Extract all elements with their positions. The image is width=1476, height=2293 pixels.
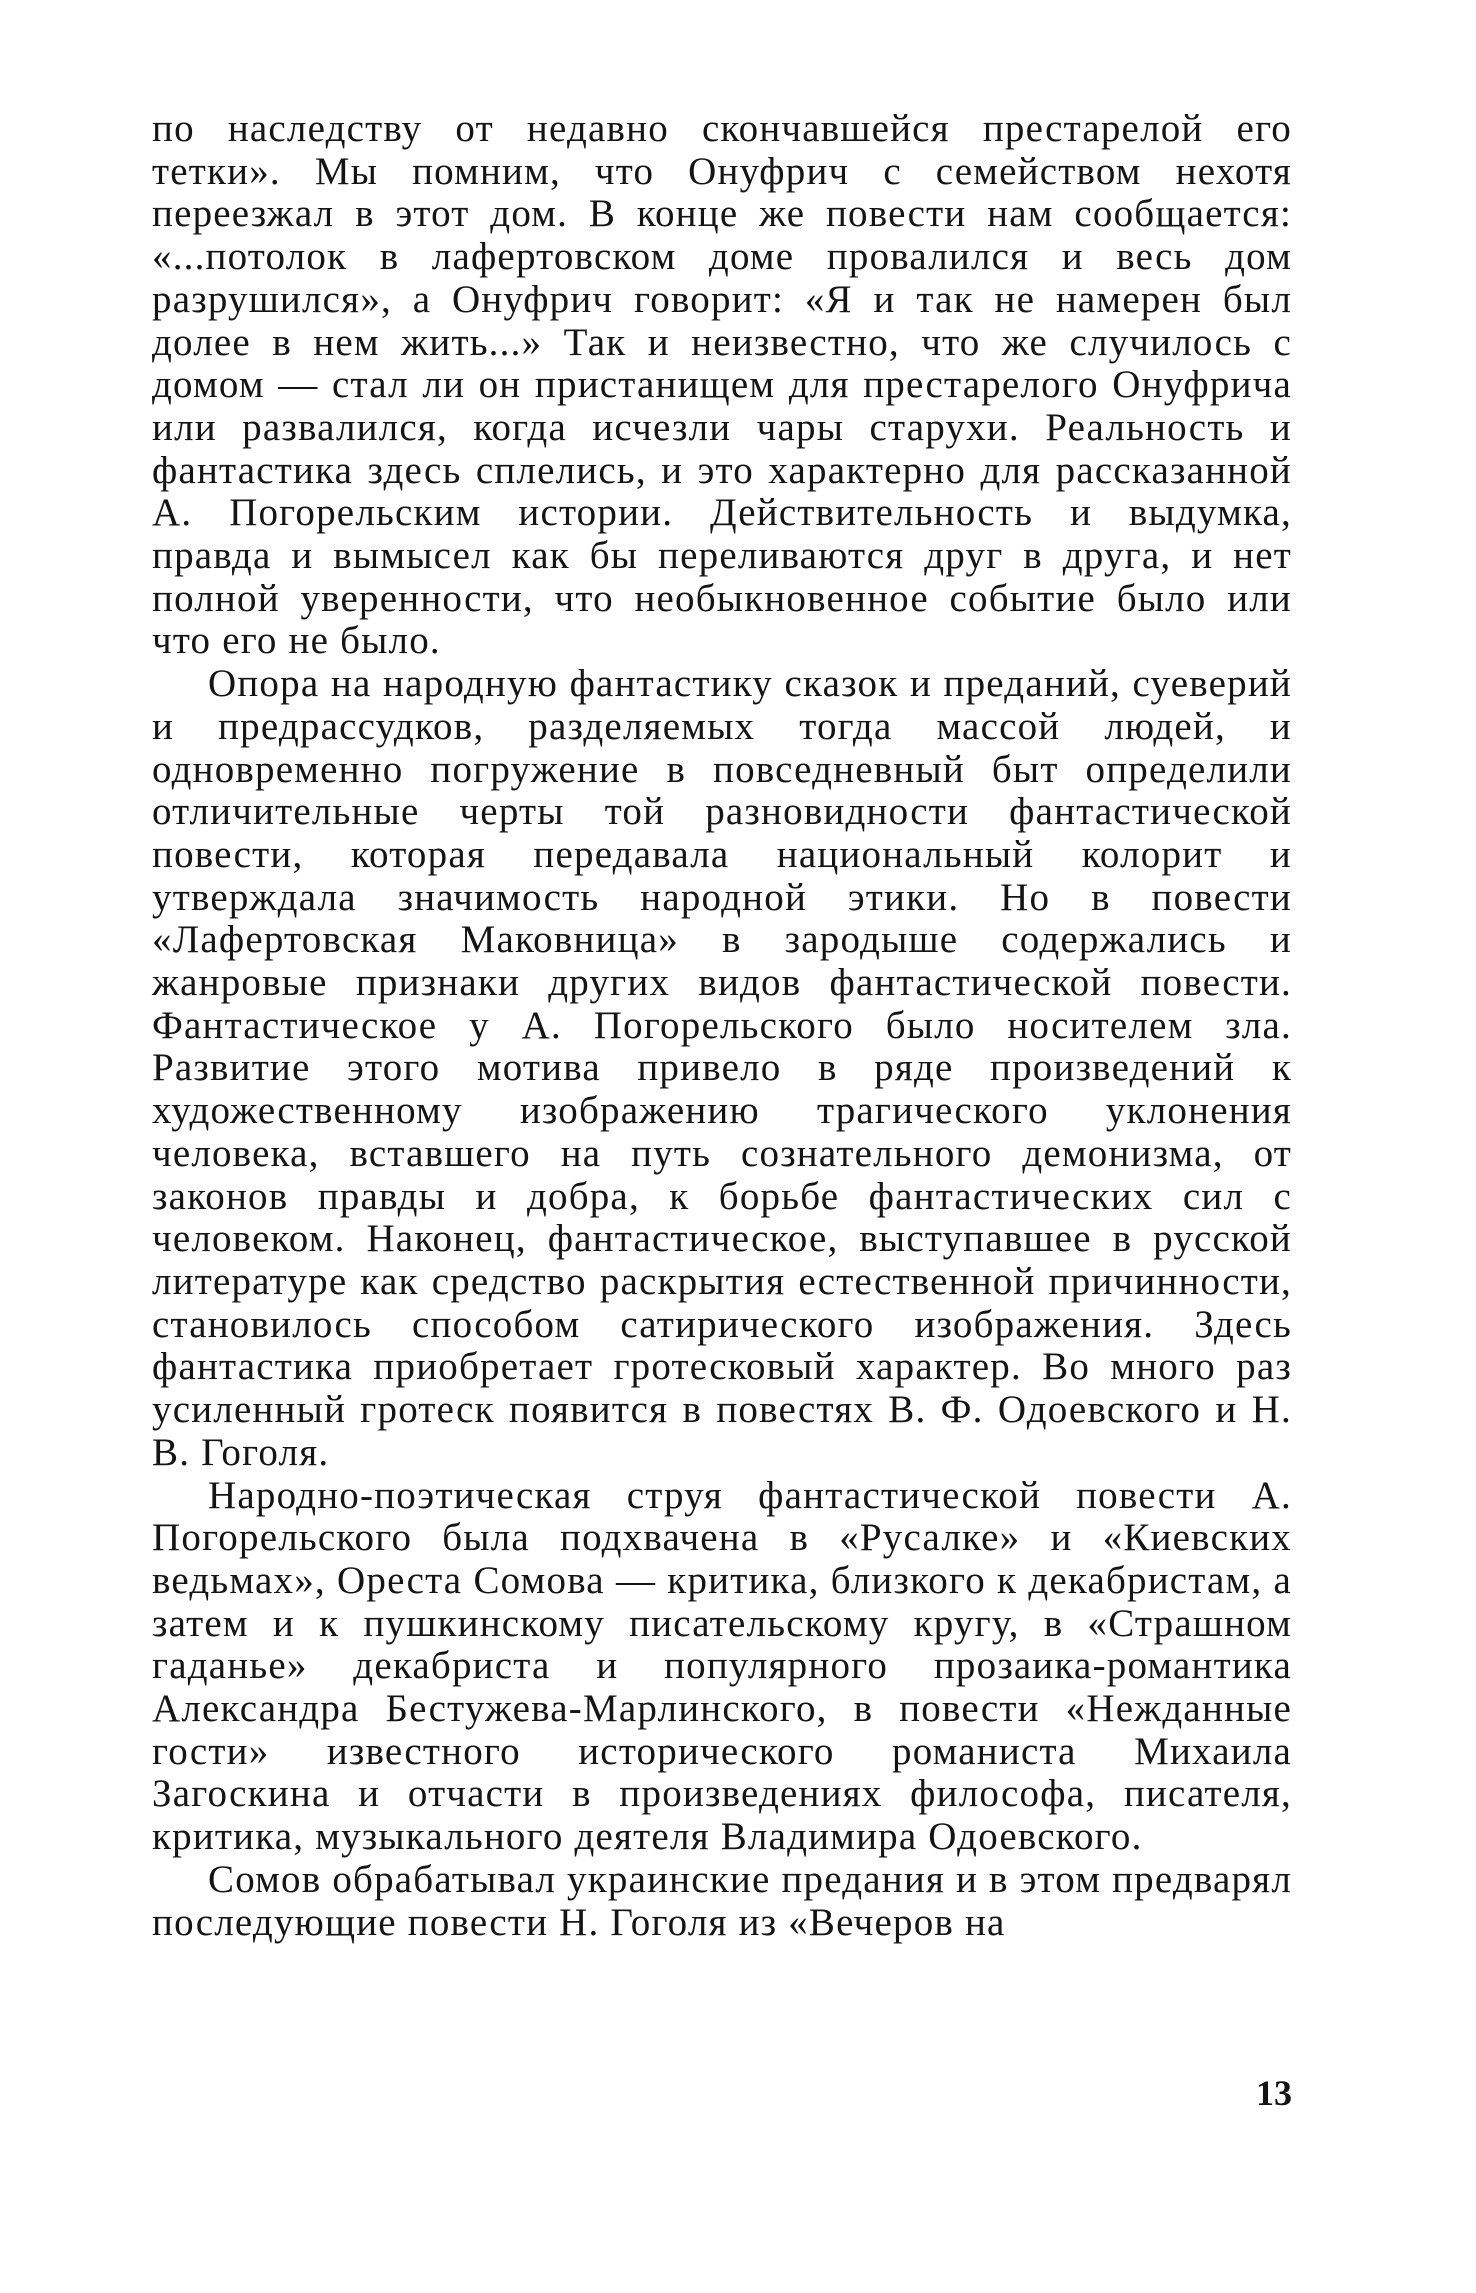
paragraph-1: по наследству от недавно скончавшейся престарелой его тетки». Мы помним, что Онуфрич с семейством нехотя переезжал в этот дом. В конце же повести нам сообщается: «...потолок в лафертовском доме провалился и весь дом разрушился», а Онуфрич говорит: «Я и так не намерен был долее в нем жить...» Так и неизвестно, что же случилось с домом — стал ли он пристанищем для престарелого Онуфрича или развалился, когда исчезли чары старухи. Реальность и фантастика здесь сплелись, и это характерно для рассказанной А. Погорельским истории. Действительность и выдумка, правда и вымысел как бы переливаются друг в друга, и нет полной уверенности, что необыкновенное событие было или что его не было.	[152, 107, 1292, 663]
page-text	[152, 108, 1292, 1944]
paragraph-4: Сомов обрабатывал украинские предания и в этом предварял последующие повести Н. Гоголя из «Вечеров на	[152, 1857, 1292, 1944]
page-number: 13	[1256, 2073, 1292, 2113]
paragraph-2: Опора на народную фантастику сказок и преданий, суеверий и предрассудков, разделяемых тогда массой людей, и одновременно погружение в повседневный быт определили отличительные черты той разновидности фантастической повести, которая передавала национальный колорит и утверждала значимость народной этики. Но в повести «Лафертовская Маковница» в зародыше содержались и жанровые признаки других видов фантастической повести. Фантастическое у А. Погорельского было носителем зла. Развитие этого мотива привело в ряде произведений к художественному изображению трагического уклонения человека, вставшего на путь сознательного демонизма, от законов правды и добра, к борьбе фантастических сил с человеком. Наконец, фантастическое, выступавшее в русской литературе как средство раскрытия естественной причинности, становилось способом сатирического изображения. Здесь фантастика приобретает гротесковый характер. Во много раз усиленный гротеск появится в повестях В. Ф. Одоевского и Н. В. Гоголя.	[152, 662, 1292, 1474]
paragraph-3: Народно-поэтическая струя фантастической повести А. Погорельского была подхвачена в «Русалке» и «Киевских ведьмах», Ореста Сомова — критика, близкого к декабристам, а затем и к пушкинскому писательскому кругу, в «Страшном гаданье» декабриста и популярного прозаика-романтика Александра Бестужева-Марлинского, в повести «Нежданные гости» известного исторического романиста Михаила Загоскина и отчасти в произведениях философа, писателя, критика, музыкального деятеля Владимира Одоевского.	[152, 1473, 1292, 1859]
